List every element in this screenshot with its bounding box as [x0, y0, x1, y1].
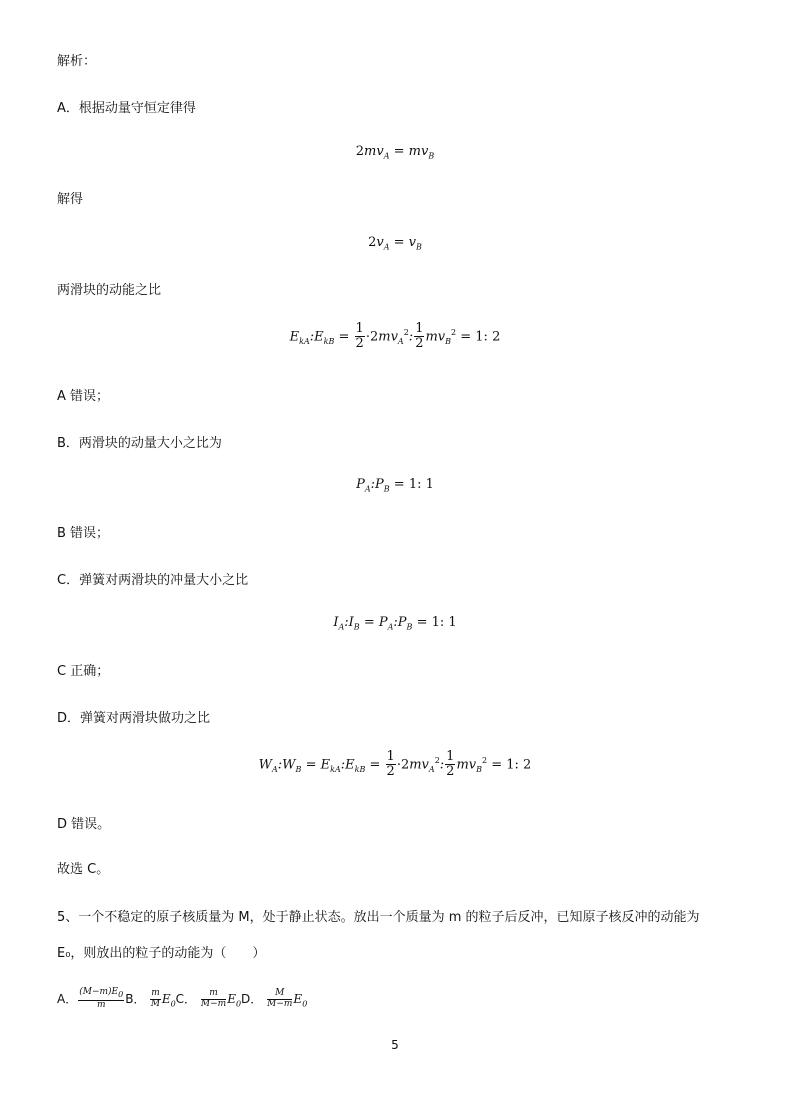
equation-impulse-ratio: $I_A:I_B$ = $P_A:P_B = 1$: 1: [333, 615, 457, 632]
equation-work-ratio: $W_A:W_B$ = $E_{kA}:E_{kB}$ = $\frac{1}{2}$ $\cdot 2mv_A^2$: $\frac{1}{2}$ $mv_B^2 = 1$: 2: [258, 749, 532, 780]
option-d-energy: $E_0$: [293, 991, 308, 1009]
option-b-fraction: $\frac{m}{M}$: [150, 987, 161, 1009]
equation-kinetic-ratio: $E_{kA}:E_{kB}$ = $\frac{1}{2}$ $\cdot 2mv_A^2$: $\frac{1}{2}$ $mv_B^2 = 1$: 2: [289, 321, 501, 352]
analysis-heading: 解析：: [57, 54, 97, 69]
equation-momentum-ratio: $P_A:P_B = 1$: 1: [356, 477, 434, 494]
question-5-line-2: E₀，则放出的粒子的动能为（ ）: [57, 946, 266, 961]
option-a-intro: A．根据动量守恒定律得: [57, 101, 196, 116]
option-a-label: A．: [57, 991, 78, 1006]
option-b-label: B．: [125, 991, 146, 1006]
option-b-verdict: B 错误；: [57, 526, 110, 541]
option-b-energy: $E_0$: [161, 991, 176, 1009]
option-a-verdict: A 错误；: [57, 389, 110, 404]
option-a-expression: $\frac{(M-m)E_0}{m}$: [79, 987, 124, 1010]
option-c-energy: $E_0$: [227, 991, 242, 1009]
equation-momentum: $2mv_A = mv_B$: [355, 144, 435, 161]
option-b-intro: B．两滑块的动量大小之比为: [57, 436, 222, 451]
option-d-intro: D．弹簧对两滑块做功之比: [57, 711, 211, 726]
jiede-label: 解得: [57, 192, 84, 207]
option-d-label: D．: [241, 991, 263, 1006]
option-c-label: C．: [175, 991, 197, 1006]
question-5-options: [57, 988, 307, 1010]
option-d-fraction: $\frac{M}{M-m}$: [267, 987, 293, 1009]
question-5-line-1: 5、一个不稳定的原子核质量为 M，处于静止状态。放出一个质量为 m 的粒子后反冲，已知原子核反冲的动能为: [57, 910, 700, 925]
page-number: 5: [391, 1038, 399, 1052]
kinetic-ratio-intro: 两滑块的动能之比: [57, 283, 162, 298]
answer-line: 故选 C。: [57, 862, 110, 877]
option-c-intro: C．弹簧对两滑块的冲量大小之比: [57, 573, 249, 588]
equation-velocity: $2v_A = v_B$: [368, 235, 422, 252]
option-d-verdict: D 错误。: [57, 817, 111, 832]
option-c-verdict: C 正确；: [57, 664, 110, 679]
option-c-fraction: $\frac{m}{M-m}$: [200, 987, 227, 1009]
